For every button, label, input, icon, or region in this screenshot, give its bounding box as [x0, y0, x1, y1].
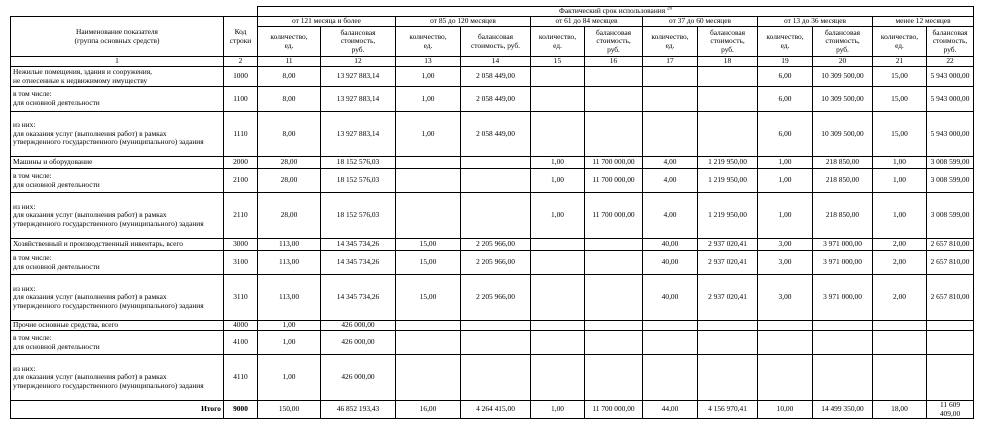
qty-cell [531, 355, 585, 401]
column-number: 18 [698, 57, 758, 67]
total-value-cell: 46 852 193,43 [321, 401, 396, 419]
qty-cell: 6,00 [758, 67, 813, 87]
value-cell: 5 943 000,00 [927, 112, 974, 157]
value-cell [698, 331, 758, 355]
qty-cell [531, 251, 585, 275]
value-cell: 14 345 734,26 [321, 251, 396, 275]
qty-cell: 2,00 [873, 251, 927, 275]
total-qty-cell: 18,00 [873, 401, 927, 419]
column-number: 22 [927, 57, 974, 67]
qty-cell [643, 321, 698, 331]
qty-cell: 28,00 [258, 157, 321, 169]
fixed-assets-table [10, 6, 974, 419]
value-subheader: балансовая стоимость, руб. [927, 27, 974, 57]
column-number: 1 [11, 57, 224, 67]
value-subheader: балансовая стоимость, руб. [813, 27, 873, 57]
qty-cell [873, 355, 927, 401]
qty-cell [531, 67, 585, 87]
qty-cell: 1,00 [258, 355, 321, 401]
column-number: 14 [461, 57, 531, 67]
value-cell: 2 937 020,41 [698, 251, 758, 275]
total-qty-cell: 16,00 [396, 401, 461, 419]
row-code: 1100 [224, 87, 258, 112]
qty-cell: 113,00 [258, 251, 321, 275]
value-cell [585, 251, 643, 275]
qty-cell [531, 87, 585, 112]
table-row [11, 157, 974, 169]
value-cell: 10 309 500,00 [813, 112, 873, 157]
qty-cell: 1,00 [758, 169, 813, 193]
qty-cell [531, 331, 585, 355]
value-cell: 13 927 883,14 [321, 87, 396, 112]
table-row [11, 87, 974, 112]
total-value-cell: 11 609 409,00 [927, 401, 974, 419]
row-code: 3110 [224, 275, 258, 321]
qty-cell: 8,00 [258, 112, 321, 157]
value-cell: 18 152 576,03 [321, 169, 396, 193]
period-header: от 37 до 60 месяцев [643, 17, 758, 27]
qty-cell [396, 355, 461, 401]
row-name: в том числе: для основной деятельности [11, 169, 224, 193]
value-subheader: балансовая стоимость, руб. [698, 27, 758, 57]
qty-cell: 40,00 [643, 275, 698, 321]
qty-cell: 15,00 [873, 112, 927, 157]
value-cell: 2 657 810,00 [927, 239, 974, 251]
column-number: 19 [758, 57, 813, 67]
qty-cell: 15,00 [396, 251, 461, 275]
qty-cell: 1,00 [873, 157, 927, 169]
qty-cell [396, 169, 461, 193]
period-header: от 61 до 84 месяцев [531, 17, 643, 27]
value-cell: 11 700 000,00 [585, 193, 643, 239]
row-name: Прочие основные средства, всего [11, 321, 224, 331]
value-cell: 1 219 950,00 [698, 169, 758, 193]
qty-cell [758, 321, 813, 331]
value-cell: 18 152 576,03 [321, 193, 396, 239]
qty-cell [643, 355, 698, 401]
qty-cell: 6,00 [758, 87, 813, 112]
total-qty-cell: 1,00 [531, 401, 585, 419]
table-row [11, 67, 974, 87]
qty-cell [396, 157, 461, 169]
column-number: 16 [585, 57, 643, 67]
value-cell: 2 937 020,41 [698, 275, 758, 321]
qty-cell: 1,00 [396, 112, 461, 157]
total-value-cell: 4 156 970,41 [698, 401, 758, 419]
value-cell: 426 000,00 [321, 321, 396, 331]
row-code: 3100 [224, 251, 258, 275]
row-name: Хозяйственный и производственный инвентарь, всего [11, 239, 224, 251]
column-number: 21 [873, 57, 927, 67]
value-cell [698, 67, 758, 87]
value-cell [585, 112, 643, 157]
value-cell: 14 345 734,26 [321, 275, 396, 321]
value-cell: 2 205 966,00 [461, 275, 531, 321]
value-cell: 18 152 576,03 [321, 157, 396, 169]
value-cell [585, 355, 643, 401]
row-code: 4000 [224, 321, 258, 331]
value-cell: 2 058 449,00 [461, 112, 531, 157]
row-code: 2000 [224, 157, 258, 169]
column-number: 17 [643, 57, 698, 67]
value-cell: 3 008 599,00 [927, 193, 974, 239]
row-name: в том числе: для основной деятельности [11, 87, 224, 112]
value-cell [585, 67, 643, 87]
row-name: Нежилые помещения, здания и сооружения, не отнесенные к недвижимому имуществу [11, 67, 224, 87]
qty-cell: 8,00 [258, 67, 321, 87]
value-subheader: балансовая стоимость, руб. [461, 27, 531, 57]
total-value-cell: 14 499 350,00 [813, 401, 873, 419]
qty-cell [531, 112, 585, 157]
qty-cell [531, 275, 585, 321]
qty-cell: 1,00 [396, 87, 461, 112]
qty-cell: 15,00 [873, 67, 927, 87]
qty-cell: 1,00 [758, 157, 813, 169]
qty-cell [531, 239, 585, 251]
value-cell: 218 850,00 [813, 193, 873, 239]
value-cell [698, 112, 758, 157]
qty-cell [873, 321, 927, 331]
value-cell: 5 943 000,00 [927, 87, 974, 112]
value-cell: 2 205 966,00 [461, 251, 531, 275]
value-cell: 2 937 020,41 [698, 239, 758, 251]
value-cell: 3 008 599,00 [927, 169, 974, 193]
top-left-blank [11, 7, 258, 17]
value-cell [585, 239, 643, 251]
qty-cell [873, 331, 927, 355]
qty-cell [396, 321, 461, 331]
value-cell: 2 657 810,00 [927, 275, 974, 321]
total-value-cell: 4 264 415,00 [461, 401, 531, 419]
value-cell: 14 345 734,26 [321, 239, 396, 251]
value-cell [585, 331, 643, 355]
row-code: 1000 [224, 67, 258, 87]
table-row [11, 112, 974, 157]
row-name: из них: для оказания услуг (выполнения работ) в рамках утвержденного государственного (муниципального) задания [11, 355, 224, 401]
qty-subheader: количество, ед. [643, 27, 698, 57]
qty-cell: 40,00 [643, 251, 698, 275]
table-row [11, 321, 974, 331]
value-cell [813, 355, 873, 401]
value-cell [585, 321, 643, 331]
total-code: 9000 [224, 401, 258, 419]
value-cell [813, 321, 873, 331]
qty-cell: 4,00 [643, 157, 698, 169]
qty-cell: 6,00 [758, 112, 813, 157]
value-cell [813, 331, 873, 355]
row-name: из них: для оказания услуг (выполнения работ) в рамках утвержденного государственного (муниципального) задания [11, 112, 224, 157]
period-header: менее 12 месяцев [873, 17, 974, 27]
value-cell: 2 205 966,00 [461, 239, 531, 251]
total-value-cell: 11 700 000,00 [585, 401, 643, 419]
qty-cell: 113,00 [258, 239, 321, 251]
qty-cell [643, 67, 698, 87]
column-number: 12 [321, 57, 396, 67]
value-cell [698, 87, 758, 112]
qty-subheader: количество, ед. [873, 27, 927, 57]
column-number: 13 [396, 57, 461, 67]
qty-cell: 1,00 [873, 169, 927, 193]
value-cell: 3 971 000,00 [813, 251, 873, 275]
value-cell [461, 157, 531, 169]
total-row [11, 401, 974, 419]
qty-cell: 2,00 [873, 239, 927, 251]
value-cell [461, 193, 531, 239]
row-code: 1110 [224, 112, 258, 157]
value-cell [461, 331, 531, 355]
value-cell: 11 700 000,00 [585, 169, 643, 193]
value-cell: 2 657 810,00 [927, 251, 974, 275]
row-name: из них: для оказания услуг (выполнения работ) в рамках утвержденного государственного (муниципального) задания [11, 193, 224, 239]
column-number: 20 [813, 57, 873, 67]
value-cell: 426 000,00 [321, 331, 396, 355]
table-row [11, 275, 974, 321]
row-name: в том числе: для основной деятельности [11, 331, 224, 355]
value-cell: 3 008 599,00 [927, 157, 974, 169]
qty-cell: 3,00 [758, 239, 813, 251]
total-qty-cell: 10,00 [758, 401, 813, 419]
value-cell [585, 275, 643, 321]
value-cell: 426 000,00 [321, 355, 396, 401]
row-code: 4110 [224, 355, 258, 401]
qty-cell [643, 87, 698, 112]
qty-cell: 40,00 [643, 239, 698, 251]
table-row [11, 331, 974, 355]
qty-cell [396, 193, 461, 239]
qty-cell: 1,00 [531, 157, 585, 169]
qty-subheader: количество, ед. [758, 27, 813, 57]
qty-cell: 1,00 [258, 321, 321, 331]
column-number: 2 [224, 57, 258, 67]
row-code: 2110 [224, 193, 258, 239]
value-cell [698, 355, 758, 401]
row-name: Машины и оборудование [11, 157, 224, 169]
qty-subheader: количество, ед. [258, 27, 321, 57]
value-cell: 3 971 000,00 [813, 275, 873, 321]
value-cell [927, 331, 974, 355]
qty-cell [531, 321, 585, 331]
qty-cell [643, 112, 698, 157]
row-code: 4100 [224, 331, 258, 355]
period-header: от 121 месяца и более [258, 17, 396, 27]
row-code: 3000 [224, 239, 258, 251]
qty-cell: 28,00 [258, 193, 321, 239]
qty-cell: 8,00 [258, 87, 321, 112]
qty-cell: 1,00 [531, 169, 585, 193]
value-cell [698, 321, 758, 331]
total-qty-cell: 44,00 [643, 401, 698, 419]
table-row [11, 355, 974, 401]
value-cell: 10 309 500,00 [813, 87, 873, 112]
qty-cell: 4,00 [643, 169, 698, 193]
qty-cell [758, 331, 813, 355]
row-name: в том числе: для основной деятельности [11, 251, 224, 275]
value-cell [927, 355, 974, 401]
code-column-header: Код строки [224, 17, 258, 57]
qty-cell: 15,00 [396, 275, 461, 321]
value-cell: 2 058 449,00 [461, 87, 531, 112]
value-cell: 2 058 449,00 [461, 67, 531, 87]
value-cell: 218 850,00 [813, 169, 873, 193]
value-cell: 1 219 950,00 [698, 193, 758, 239]
column-number: 15 [531, 57, 585, 67]
footnote-mark: 26 [667, 6, 673, 12]
value-cell: 10 309 500,00 [813, 67, 873, 87]
total-label: Итого [11, 401, 224, 419]
qty-cell: 28,00 [258, 169, 321, 193]
value-cell: 3 971 000,00 [813, 239, 873, 251]
value-cell [927, 321, 974, 331]
table-row [11, 239, 974, 251]
table-row [11, 169, 974, 193]
period-header: от 85 до 120 месяцев [396, 17, 531, 27]
qty-subheader: количество, ед. [396, 27, 461, 57]
qty-cell: 1,00 [873, 193, 927, 239]
qty-cell: 1,00 [531, 193, 585, 239]
qty-cell: 113,00 [258, 275, 321, 321]
value-cell: 13 927 883,14 [321, 67, 396, 87]
qty-cell: 2,00 [873, 275, 927, 321]
column-number: 11 [258, 57, 321, 67]
value-cell [461, 169, 531, 193]
period-header: от 13 до 36 месяцев [758, 17, 873, 27]
qty-cell [758, 355, 813, 401]
value-cell [461, 355, 531, 401]
qty-cell: 4,00 [643, 193, 698, 239]
qty-cell: 1,00 [758, 193, 813, 239]
name-column-header: Наименование показателя (группа основных средств) [11, 17, 224, 57]
qty-cell [396, 331, 461, 355]
qty-cell [643, 331, 698, 355]
qty-subheader: количество, ед. [531, 27, 585, 57]
value-cell: 5 943 000,00 [927, 67, 974, 87]
period-group-header: Фактический срок использования $^{26}$ [258, 7, 974, 17]
qty-cell: 15,00 [396, 239, 461, 251]
value-cell: 218 850,00 [813, 157, 873, 169]
value-subheader: балансовая стоимость, руб. [321, 27, 396, 57]
qty-cell: 3,00 [758, 275, 813, 321]
value-cell: 11 700 000,00 [585, 157, 643, 169]
value-cell: 13 927 883,14 [321, 112, 396, 157]
row-code: 2100 [224, 169, 258, 193]
value-cell [585, 87, 643, 112]
total-qty-cell: 150,00 [258, 401, 321, 419]
qty-cell: 3,00 [758, 251, 813, 275]
table-row [11, 193, 974, 239]
table-row [11, 251, 974, 275]
value-cell: 1 219 950,00 [698, 157, 758, 169]
qty-cell: 15,00 [873, 87, 927, 112]
qty-cell: 1,00 [258, 331, 321, 355]
row-name: из них: для оказания услуг (выполнения работ) в рамках утвержденного государственного (муниципального) задания [11, 275, 224, 321]
qty-cell: 1,00 [396, 67, 461, 87]
value-subheader: балансовая стоимость, руб. [585, 27, 643, 57]
value-cell [461, 321, 531, 331]
